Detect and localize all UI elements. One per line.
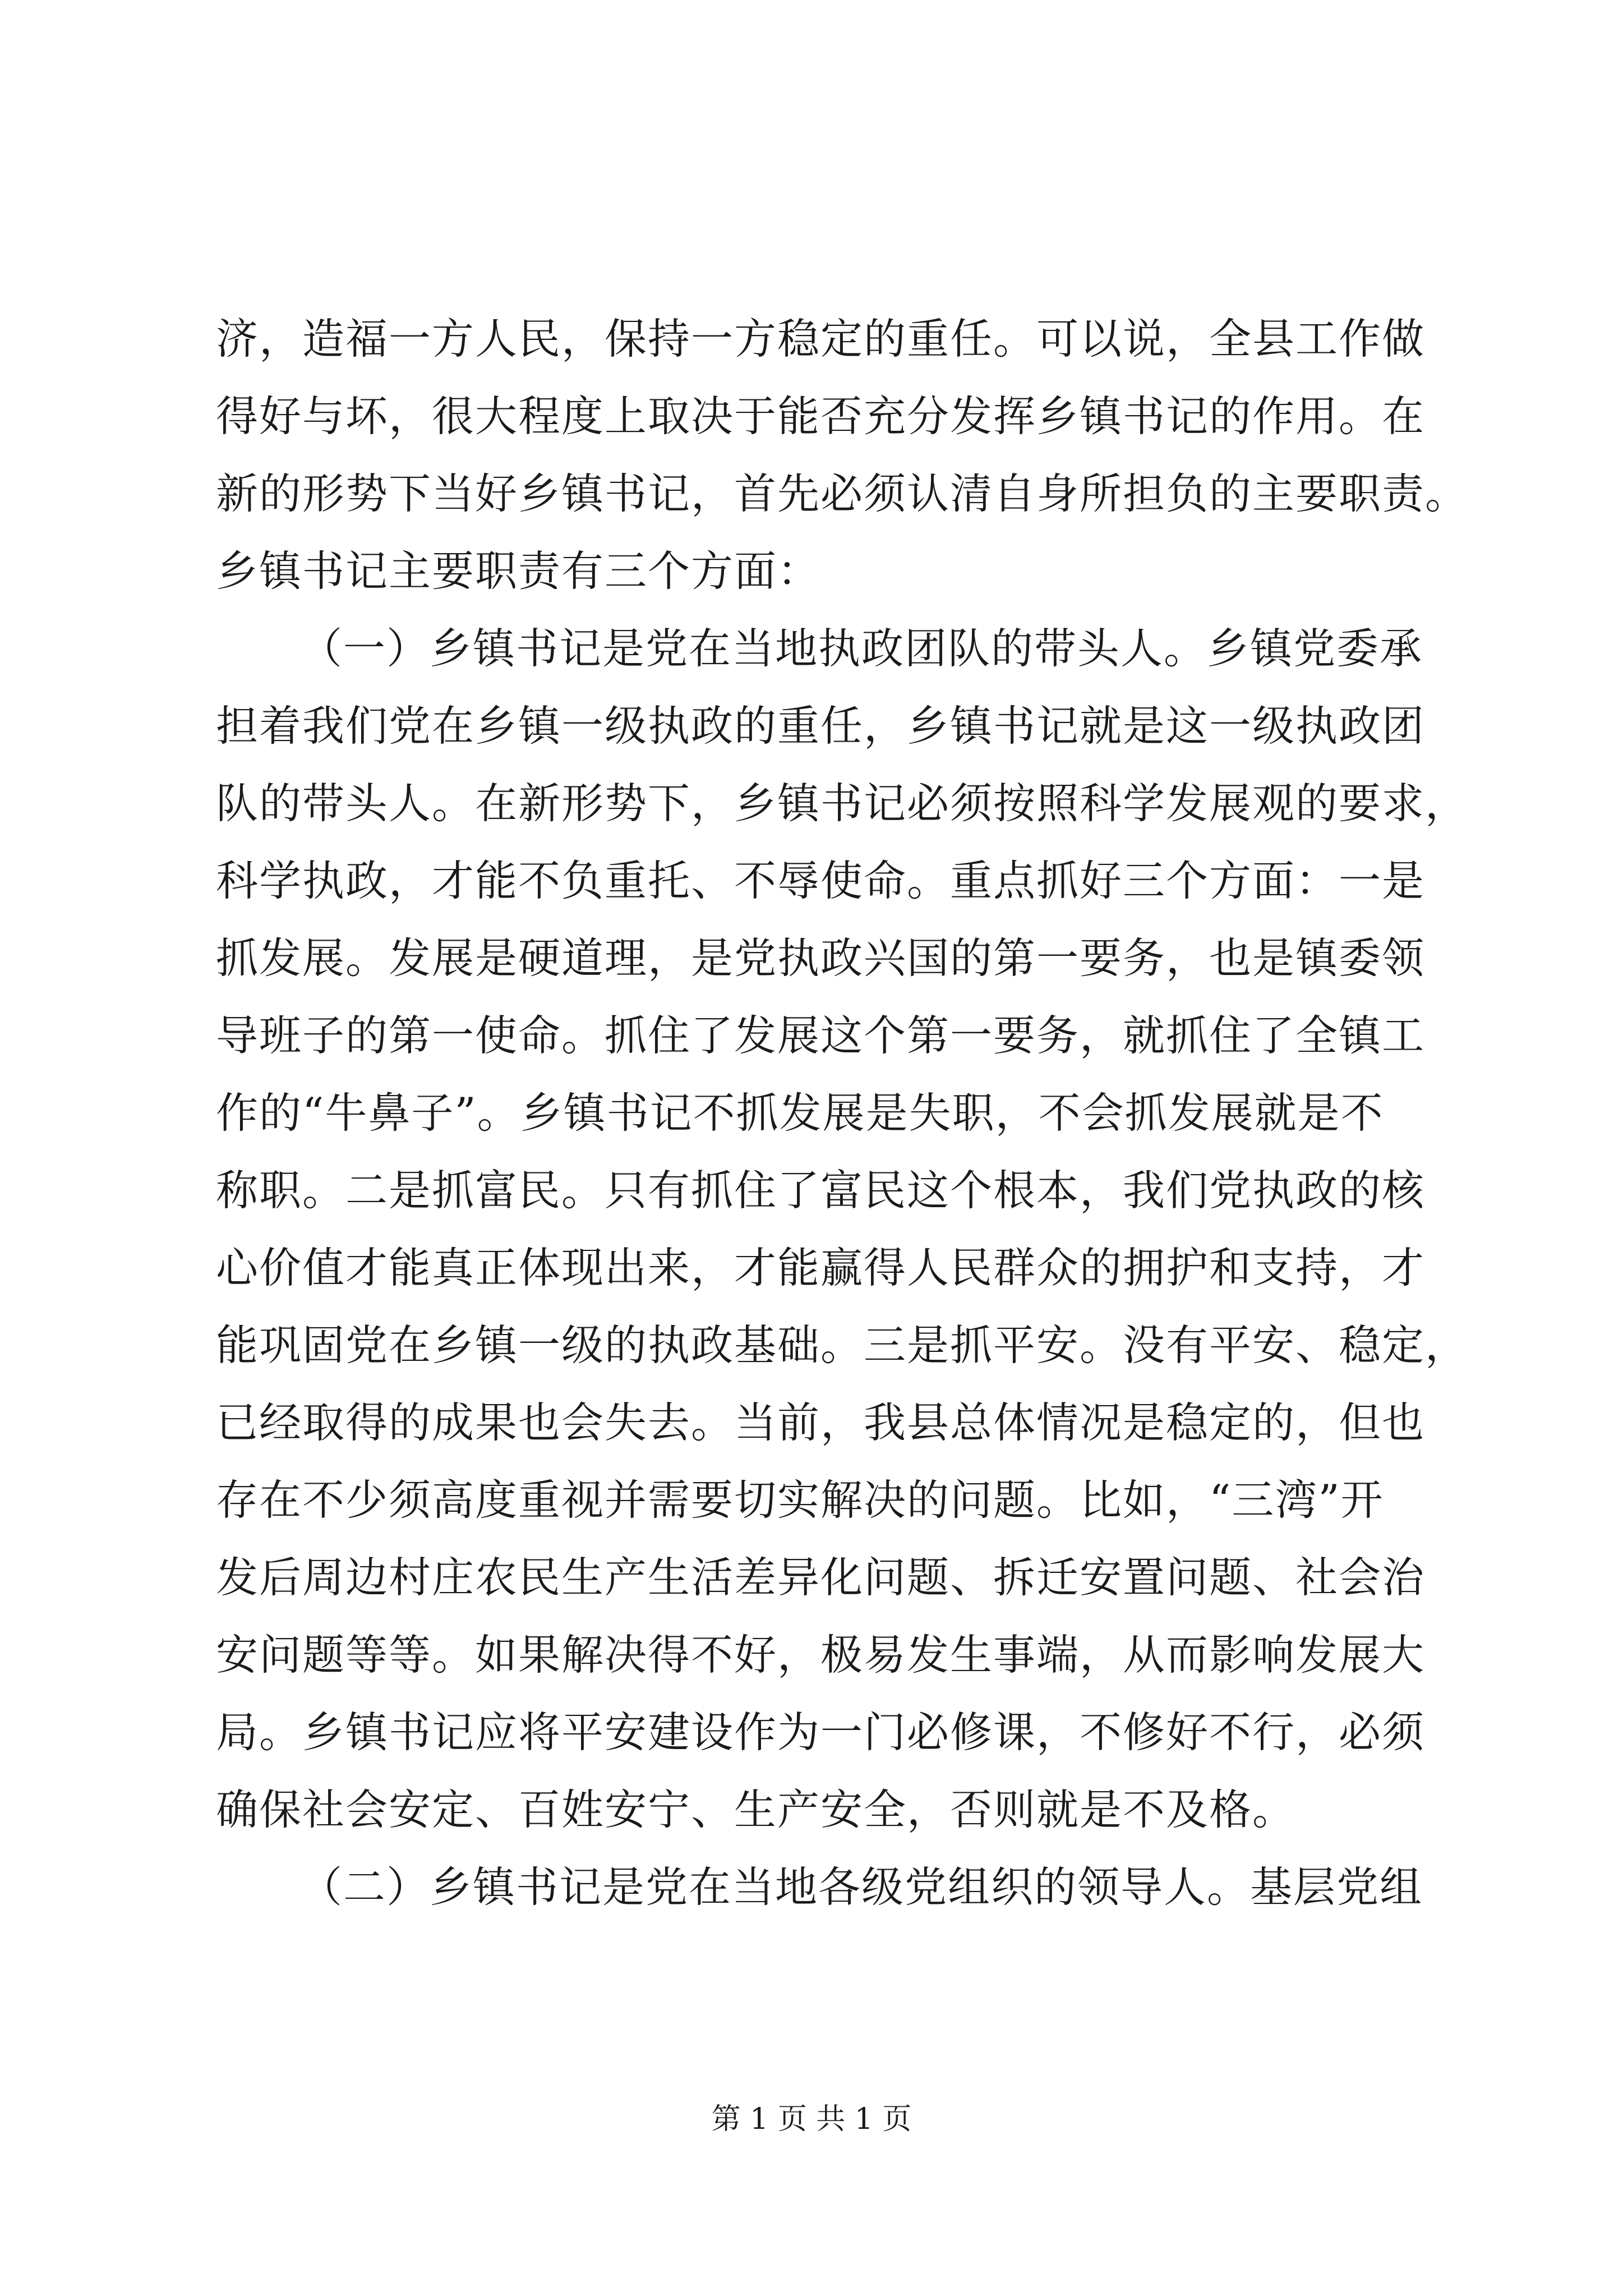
text-line: 局。乡镇书记应将平安建设作为一门必修课，不修好不行，必须 [216,1708,1426,1757]
text-line: 抓发展。发展是硬道理，是党执政兴国的第一要务，也是镇委领 [216,933,1426,983]
text-line: 队的带头人。在新形势下，乡镇书记必须按照科学发展观的要求， [216,779,1469,828]
paragraph-heading-2: （二）乡镇书记是党在当地各级党组织的领导人。基层党组 [300,1862,1423,1912]
text-line: 得好与坏，很大程度上取决于能否充分发挥乡镇书记的作用。在 [216,392,1426,441]
text-line: 确保社会安定、百姓安宁、生产安全，否则就是不及格。 [216,1785,1296,1834]
text-line: 济，造福一方人民，保持一方稳定的重任。可以说，全县工作做 [216,314,1426,364]
text-line: 作的“牛鼻子”。乡镇书记不抓发展是失职，不会抓发展就是不 [216,1088,1384,1138]
text-line: 发后周边村庄农民生产生活差异化问题、拆迁安置问题、社会治 [216,1553,1426,1602]
body-text [216,300,1469,1926]
page-footer: 第 1 页 共 1 页 [711,2102,912,2136]
text-line: 科学执政，才能不负重托、不辱使命。重点抓好三个方面：一是 [216,856,1426,905]
text-line: 新的形势下当好乡镇书记，首先必须认清自身所担负的主要职责。 [216,469,1469,518]
paragraph-heading-1: （一）乡镇书记是党在当地执政团队的带头人。乡镇党委承 [300,624,1423,673]
text-line: 存在不少须高度重视并需要切实解决的问题。比如，“三湾”开 [216,1475,1384,1525]
text-line: 能巩固党在乡镇一级的执政基础。三是抓平安。没有平安、稳定， [216,1320,1469,1370]
text-line: 乡镇书记主要职责有三个方面： [216,546,821,596]
text-line: 已经取得的成果也会失去。当前，我县总体情况是稳定的，但也 [216,1398,1426,1447]
text-line: 担着我们党在乡镇一级执政的重任，乡镇书记就是这一级执政团 [216,701,1426,751]
text-line: 安问题等等。如果解决得不好，极易发生事端，从而影响发展大 [216,1630,1426,1680]
text-line: 称职。二是抓富民。只有抓住了富民这个根本，我们党执政的核 [216,1166,1426,1215]
text-line: 导班子的第一使命。抓住了发展这个第一要务，就抓住了全镇工 [216,1011,1426,1060]
text-line: 心价值才能真正体现出来，才能赢得人民群众的拥护和支持，才 [216,1243,1426,1292]
